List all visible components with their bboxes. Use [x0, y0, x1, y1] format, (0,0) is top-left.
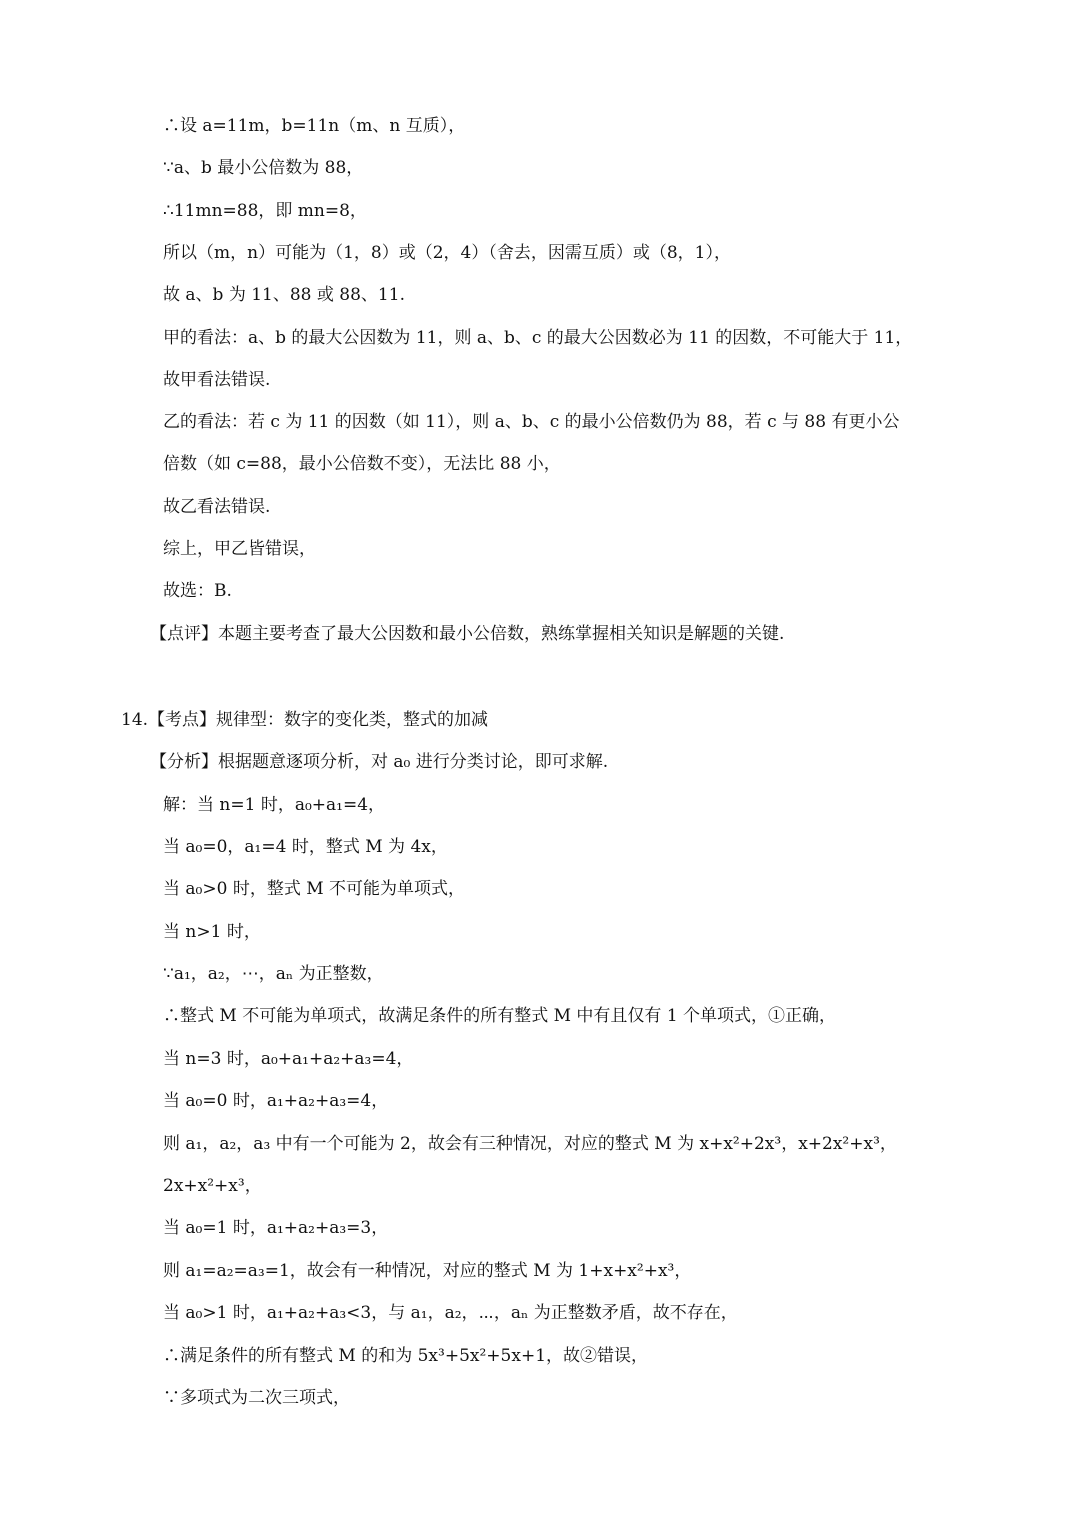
- text-line: 则 a₁=a₂=a₃=1，故会有一种情况，对应的整式 M 为 1+x+x²+x³，: [163, 1261, 692, 1281]
- text-line: 故选：B.: [163, 581, 232, 601]
- text-line: 当 n=3 时，a₀+a₁+a₂+a₃=4，: [163, 1049, 414, 1069]
- text-line: 乙的看法：若 c 为 11 的因数（如 11），则 a、b、c 的最小公倍数仍为 88，若 c 与 88 有更小公: [163, 412, 900, 432]
- text-line: 当 a₀>1 时，a₁+a₂+a₃<3，与 a₁，a₂，⋯，aₙ 为正整数矛盾，故不存在，: [163, 1303, 738, 1323]
- text-line: 则 a₁，a₂，a₃ 中有一个可能为 2，故会有三种情况，对应的整式 M 为 x+x²+2x³，x+2x²+x³，: [163, 1134, 897, 1154]
- text-line: ∴满足条件的所有整式 M 的和为 5x³+5x²+5x+1，故②错误，: [163, 1346, 649, 1366]
- text-line: ∵多项式为二次三项式，: [163, 1388, 350, 1408]
- text-line: 当 n>1 时，: [163, 922, 261, 942]
- text-line: 甲的看法：a、b 的最大公因数为 11，则 a、b、c 的最大公因数必为 11 的因数，不可能大于 11，: [163, 328, 913, 348]
- text-line: 2x+x²+x³，: [163, 1176, 262, 1196]
- text-line: ∴11mn=88，即 mn=8，: [163, 201, 367, 221]
- text-line: ∵a、b 最小公倍数为 88，: [163, 158, 364, 178]
- text-line: 所以（m，n）可能为（1，8）或（2，4）（舍去，因需互质）或（8，1），: [163, 243, 731, 263]
- text-line: 当 a₀=0，a₁=4 时，整式 M 为 4x，: [163, 837, 448, 857]
- text-line: ∴整式 M 不可能为单项式，故满足条件的所有整式 M 中有且仅有 1 个单项式，①正确，: [163, 1006, 837, 1026]
- question-heading: 14.【考点】规律型：数字的变化类，整式的加减: [121, 710, 489, 730]
- text-line: ∴设 a=11m，b=11n（m、n 互质），: [163, 116, 466, 136]
- text-line: 当 a₀>0 时，整式 M 不可能为单项式，: [163, 879, 466, 899]
- text-line: 故 a、b 为 11、88 或 88、11.: [163, 285, 405, 305]
- text-line: 当 a₀=0 时，a₁+a₂+a₃=4，: [163, 1091, 389, 1111]
- comment-line: 【点评】本题主要考查了最大公因数和最小公倍数，熟练掌握相关知识是解题的关键.: [150, 624, 785, 644]
- text-line: ∵a₁，a₂，⋯，aₙ 为正整数，: [163, 964, 384, 984]
- text-line: 故甲看法错误.: [163, 370, 271, 390]
- text-line: 倍数（如 c=88，最小公倍数不变），无法比 88 小，: [163, 454, 561, 474]
- text-line: 当 a₀=1 时，a₁+a₂+a₃=3，: [163, 1218, 389, 1238]
- analysis-line: 【分析】根据题意逐项分析，对 a₀ 进行分类讨论，即可求解.: [150, 752, 609, 772]
- text-line: 解：当 n=1 时，a₀+a₁=4，: [163, 795, 386, 815]
- text-line: 故乙看法错误.: [163, 497, 271, 517]
- text-line: 综上，甲乙皆错误，: [163, 539, 316, 559]
